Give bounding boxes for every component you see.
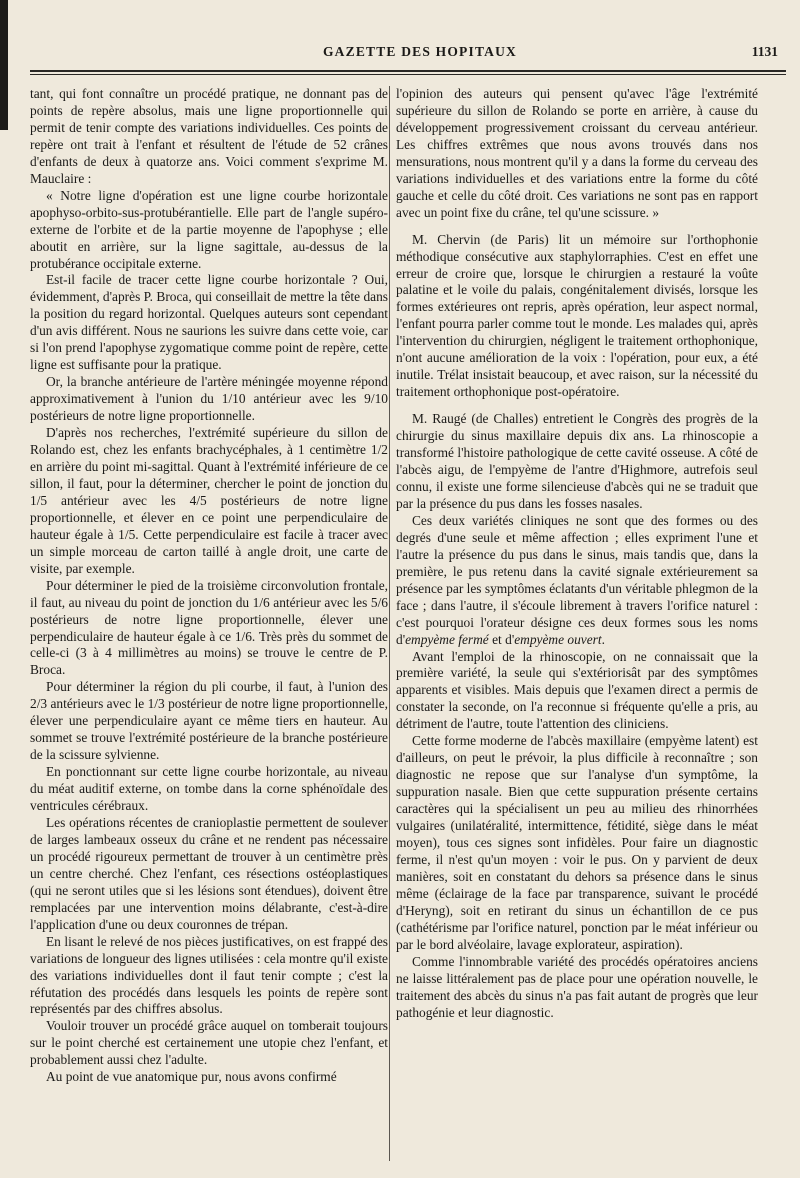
paragraph-text: et d' [488, 631, 515, 647]
column-divider [389, 86, 390, 1161]
paragraph: Les opérations récentes de cranioplastie permettent de soulever de larges lambeaux osseux du crâne et ne rendent pas nécessaire un procédé rigoureux permettant de trouver à un centimètre près un centre cherché. Chez l'enfant, ces résections ostéoplastiques (qui ne seront utiles que si les lésions sont étendues), doivent être remplacées par une intervention moins délabrante, c'est-à-dire l'application d'une ou deux couronnes de trépan. [30, 814, 388, 932]
paragraph: D'après nos recherches, l'extrémité supérieure du sillon de Rolando est, chez les enfants brachycéphales, à 1 centimètre 1/2 en arrière du point mi-sagittal. Quant à l'extrémité inférieure de ce sillon, il faut, pour la déterminer, chercher le point de jonction du 1/5 antérieur avec les 4/5 postérieurs de notre ligne proportionnelle, et élever en ce point une perpendiculaire de hauteur égale à 1/5. Cette perpendiculaire est facile à tracer avec un simple morceau de carton taillé à angle droit, une carte de visite, par exemple. [30, 425, 388, 576]
page-header [60, 44, 780, 70]
paragraph-text: Ces deux variétés cliniques ne sont que des formes ou des degrés d'une seule et même affection ; elles expriment l'une et l'autre la présence du pus dans le sinus, mais tandis que, dans la première, le pus retenu dans la cavité signale extérieurement sa présence par les symptômes éclatants d'un véritable phlegmon de la face ; dans l'autre, il s'écoule librement à travers l'orifice naturel : c'est pourquoi l'orateur désigne ces deux formes sous les noms d' [396, 512, 758, 647]
paragraph: En lisant le relevé de nos pièces justificatives, on est frappé des variations de longueur des lignes utilisées : cela montre qu'il existe des variations individuelles dont il faut tenir compte ; c'est la réfutation des procédés dans lesquels les points de repère sont représentés par des chiffres absolus. [30, 933, 388, 1017]
page-number: 1131 [751, 44, 778, 59]
paragraph: Vouloir trouver un procédé grâce auquel on tomberait toujours sur le point cherché est certainement une utopie chez l'enfant, et probablement aussi chez l'adulte. [30, 1018, 388, 1068]
paragraph: En ponctionnant sur cette ligne courbe horizontale, au niveau du méat auditif externe, on tombe dans la corne sphénoïdale des ventricules cérébraux. [30, 764, 388, 814]
italic-term: empyème fermé [405, 631, 489, 647]
right-column [396, 86, 758, 1166]
header-rule-thin [30, 74, 786, 75]
paragraph: Comme l'innombrable variété des procédés opératoires anciens ne laisse littéralement pas de place pour une opération nouvelle, le traitement des abcès du sinus n'a pas fait autant de progrès que leur pathogénie et leur diagnostic. [396, 953, 758, 1020]
paragraph: M. Raugé (de Challes) entretient le Congrès des progrès de la chirurgie du sinus maxillaire depuis dix ans. La rhinoscopie a transformé l'histoire pathologique de cette cavité osseuse. A côté de l'abcès aigu, de l'empyème de l'antre d'Highmore, autrefois seul connu, il existe une forme silencieuse d'abcès qui ne se traduit que par la présence du pus dans les fosses nasales. [396, 411, 758, 511]
paragraph: Or, la branche antérieure de l'artère méningée moyenne répond approximativement à l'union du 1/10 antérieur avec les 9/10 postérieurs de notre ligne proportionnelle. [30, 374, 388, 424]
paragraph: Pour déterminer le pied de la troisième circonvolution frontale, il faut, au niveau du point de jonction du 1/6 antérieur avec les 5/6 postérieurs de notre ligne proportionnelle, élever une perpendiculaire de hauteur égale à ce 1/6. Très près du sommet de celle-ci (3 à 4 millimètres au moins) se trouve le centre de P. Broca. [30, 577, 388, 678]
paragraph: « Notre ligne d'opération est une ligne courbe horizontale apophyso-orbito-sus-protubérantielle. Elle part de l'angle supéro-externe de l'orbite et de la partie moyenne de l'apophyse ; elle aboutit en arrière, sur la ligne sagittale, au-dessus de la protubérance occipitale externe. [30, 187, 388, 271]
paragraph: Pour déterminer la région du pli courbe, il faut, à l'union des 2/3 antérieurs avec le 1/3 postérieur de notre ligne proportionnelle, élever une perpendiculaire ayant ce même tiers en hauteur. Au sommet se trouve l'extrémité postérieure de la branche postérieure de la scissure sylvienne. [30, 679, 388, 763]
journal-title: GAZETTE DES HOPITAUX [322, 44, 518, 59]
italic-term: empyème ouvert [514, 631, 602, 647]
paragraph: tant, qui font connaître un procédé pratique, ne donnant pas de points de repère absolus, mais une ligne proportionnelle qui permit de tenir compte des variations individuelles. Ces points de repère ont trait à l'enfant et résultent de l'étude de 52 crânes d'enfants de deux à quatorze ans. Voici comment s'exprime M. Mauclaire : [30, 86, 388, 186]
paragraph: M. Chervin (de Paris) lit un mémoire sur l'orthophonie méthodique consécutive aux staphylorraphies. C'est en effet une erreur de croire que, lorsque le chirurgien a restauré la voûte palatine et le voile du palais, congénitalement divisés, lorsque les formes extérieures ont repris, après opération, leur aspect normal, l'enfant pourra parler comme tout le monde. Les malades qui, après l'intervention du chirurgien, négligent le traitement orthophonique, n'ont aucune amélioration de la voix : l'opération, pour eux, a été inutile. Trélat insistait beaucoup, et avec raison, sur la nécessité du traitement orthophonique post-opératoire. [396, 231, 758, 400]
paragraph: Est-il facile de tracer cette ligne courbe horizontale ? Oui, évidemment, d'après P. Broca, qui conseillait de mettre la tête dans la position du regard horizontal. Quelques auteurs sont cependant d'un avis différent. Nous ne saurions les suivre dans cette voie, car si l'on prend l'apophyse zygomatique comme point de repère, cette ligne est suffisante pour la pratique. [30, 272, 388, 373]
paragraph: l'opinion des auteurs qui pensent qu'avec l'âge l'extrémité supérieure du sillon de Rolando se porte en arrière, à cause du développement progressivement croissant du cerveau antérieur. Les chiffres extrêmes que nous avons trouvés dans nos mensurations, nous montrent qu'il y a dans la forme du cerveau des variations individuelles et des variations entre la forme du côté gauche et celle du côté droit. Ces variations ne sont pas en rapport avec un point fixe du crâne, tel qu'une scissure. » [396, 86, 758, 220]
paragraph: Cette forme moderne de l'abcès maxillaire (empyème latent) est d'ailleurs, on peut le prévoir, la plus difficile à reconnaître ; son diagnostic ne repose que sur l'analyse d'un symptôme, la suppuration nasale. Bien que cette suppuration présente certains caractères qui la spécialisent un peu au milieu des rhinorrhées vulgaires (unilatéralité, intermittence, fétidité, siège dans le méat moyen), tous ces signes sont infidèles. Pour faire un diagnostic ferme, il n'est qu'un moyen : voir le pus. On y parvient de deux manières, soit en constatant du dehors sa présence dans le sinus même (éclairage de la face par transparence, suivant le procédé d'Heryng), soit en retirant du sinus un échantillon de ce pus (cathétérisme par l'orifice naturel, ponction par le méat inférieur ou par le bord alvéolaire, lavage explorateur, aspiration). [396, 733, 758, 952]
page-edge-shadow [0, 0, 8, 130]
paragraph-text: . [601, 631, 605, 647]
paragraph: Avant l'emploi de la rhinoscopie, on ne connaissait que la première variété, la seule qui s'extériorisât par des symptômes apparents et visibles. Mais depuis que l'examen direct a permis de constater la seconde, on l'a reconnue si fréquente qu'elle a pris, au détriment de l'autre, toute l'attention des cliniciens. [396, 648, 758, 732]
header-rule-thick [30, 70, 786, 72]
left-column [30, 86, 388, 1166]
paragraph [396, 513, 758, 649]
paragraph: Au point de vue anatomique pur, nous avons confirmé [46, 1069, 337, 1085]
